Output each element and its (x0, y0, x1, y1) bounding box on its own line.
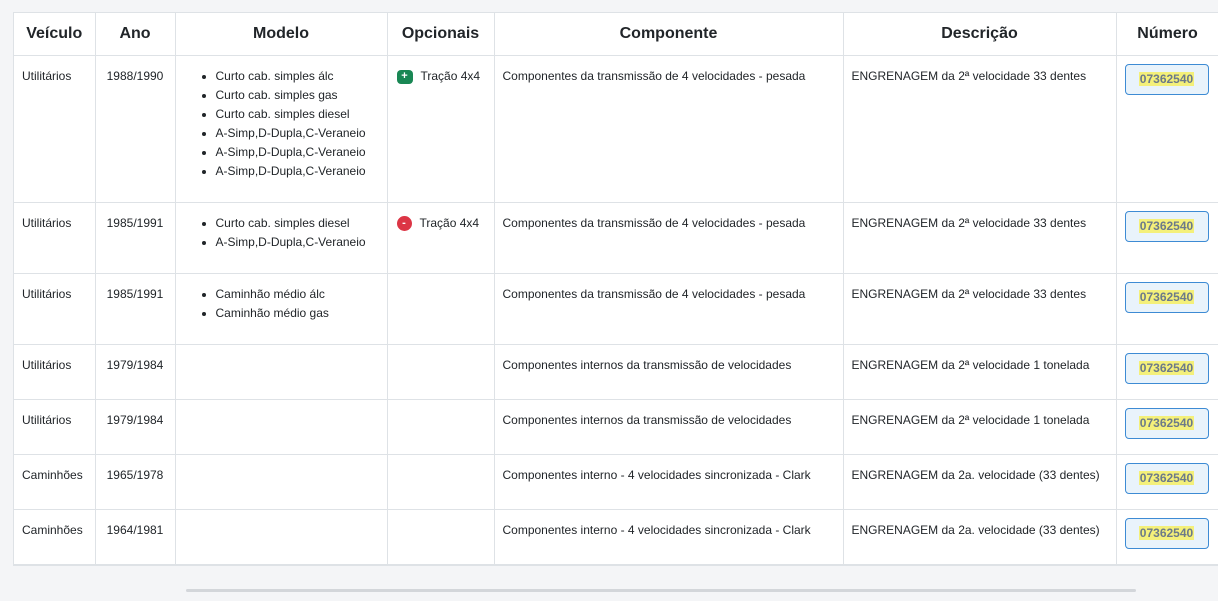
list-item: • Curto cab. simples diesel (216, 105, 379, 124)
cell-ano: 1979/1984 (95, 345, 175, 400)
cell-opcionais (387, 345, 494, 400)
part-number-button[interactable] (1125, 463, 1209, 494)
cell-veiculo: Caminhões (14, 455, 95, 510)
header-veiculo: Veículo (14, 13, 95, 56)
opcional-item (396, 67, 486, 86)
cell-componente: Componentes interno - 4 velocidades sincronizada - Clark (494, 510, 843, 565)
cell-modelo (175, 455, 387, 510)
parts-table (14, 13, 1218, 565)
list-item: • Curto cab. simples gas (216, 86, 379, 105)
opcional-item (396, 214, 486, 233)
cell-opcionais (387, 455, 494, 510)
header-componente: Componente (494, 13, 843, 56)
plus-icon: + (397, 70, 413, 84)
cell-descricao: ENGRENAGEM da 2ª velocidade 33 dentes (843, 56, 1116, 203)
cell-veiculo: Utilitários (14, 203, 95, 274)
parts-table-container (13, 12, 1218, 566)
opcional-label: Tração 4x4 (419, 216, 480, 230)
part-number-button[interactable] (1125, 282, 1209, 313)
cell-veiculo: Utilitários (14, 345, 95, 400)
table-row (14, 345, 1218, 400)
cell-componente: Componentes internos da transmissão de velocidades (494, 400, 843, 455)
list-item: • A-Simp,D-Dupla,C-Veraneio (216, 162, 379, 181)
header-descricao: Descrição (843, 13, 1116, 56)
cell-opcionais (387, 203, 494, 274)
cell-componente: Componentes da transmissão de 4 velocidades - pesada (494, 56, 843, 203)
cell-modelo (175, 345, 387, 400)
part-number-button[interactable] (1125, 518, 1209, 549)
list-item: • A-Simp,D-Dupla,C-Veraneio (216, 143, 379, 162)
cell-modelo (175, 56, 387, 203)
modelo-list (184, 214, 379, 252)
cell-descricao: ENGRENAGEM da 2ª velocidade 33 dentes (843, 274, 1116, 345)
cell-componente: Componentes da transmissão de 4 velocidades - pesada (494, 274, 843, 345)
cell-veiculo: Utilitários (14, 400, 95, 455)
list-item: • Caminhão médio gas (216, 304, 379, 323)
header-ano: Ano (95, 13, 175, 56)
cell-descricao: ENGRENAGEM da 2a. velocidade (33 dentes) (843, 510, 1116, 565)
cell-componente: Componentes interno - 4 velocidades sincronizada - Clark (494, 455, 843, 510)
cell-opcionais (387, 274, 494, 345)
part-number-text: 07362540 (1139, 526, 1194, 540)
cell-modelo (175, 203, 387, 274)
list-item: • Caminhão médio álc (216, 285, 379, 304)
list-item: • Curto cab. simples diesel (216, 214, 379, 233)
minus-icon: - (397, 216, 412, 231)
cell-numero (1116, 56, 1218, 203)
cell-numero (1116, 203, 1218, 274)
list-item: • Curto cab. simples álc (216, 67, 379, 86)
cell-modelo (175, 400, 387, 455)
part-number-text: 07362540 (1139, 72, 1194, 86)
table-row (14, 455, 1218, 510)
cell-descricao: ENGRENAGEM da 2ª velocidade 1 tonelada (843, 400, 1116, 455)
modelo-list (184, 285, 379, 323)
header-numero: Número (1116, 13, 1218, 56)
header-opcionais: Opcionais (387, 13, 494, 56)
cell-veiculo: Utilitários (14, 274, 95, 345)
cell-descricao: ENGRENAGEM da 2ª velocidade 1 tonelada (843, 345, 1116, 400)
table-row (14, 56, 1218, 203)
table-row (14, 510, 1218, 565)
cell-componente: Componentes internos da transmissão de velocidades (494, 345, 843, 400)
cell-veiculo: Caminhões (14, 510, 95, 565)
part-number-button[interactable] (1125, 353, 1209, 384)
opcional-label: Tração 4x4 (420, 69, 481, 83)
table-row (14, 203, 1218, 274)
cell-modelo (175, 510, 387, 565)
part-number-button[interactable] (1125, 64, 1209, 95)
part-number-text: 07362540 (1139, 416, 1194, 430)
part-number-text: 07362540 (1139, 219, 1194, 233)
cell-numero (1116, 400, 1218, 455)
cell-opcionais (387, 56, 494, 203)
cell-numero (1116, 455, 1218, 510)
cell-ano: 1985/1991 (95, 203, 175, 274)
part-number-text: 07362540 (1139, 290, 1194, 304)
cell-ano: 1979/1984 (95, 400, 175, 455)
part-number-text: 07362540 (1139, 361, 1194, 375)
cell-opcionais (387, 400, 494, 455)
cell-opcionais (387, 510, 494, 565)
cell-componente: Componentes da transmissão de 4 velocidades - pesada (494, 203, 843, 274)
cell-ano: 1965/1978 (95, 455, 175, 510)
cell-ano: 1988/1990 (95, 56, 175, 203)
cell-veiculo: Utilitários (14, 56, 95, 203)
cell-ano: 1985/1991 (95, 274, 175, 345)
list-item: • A-Simp,D-Dupla,C-Veraneio (216, 124, 379, 143)
table-header-row (14, 13, 1218, 56)
cell-ano: 1964/1981 (95, 510, 175, 565)
table-row (14, 400, 1218, 455)
cell-descricao: ENGRENAGEM da 2a. velocidade (33 dentes) (843, 455, 1116, 510)
header-modelo: Modelo (175, 13, 387, 56)
part-number-text: 07362540 (1139, 471, 1194, 485)
cell-descricao: ENGRENAGEM da 2ª velocidade 33 dentes (843, 203, 1116, 274)
cell-numero (1116, 345, 1218, 400)
cell-numero (1116, 510, 1218, 565)
table-row (14, 274, 1218, 345)
horizontal-scrollbar[interactable] (186, 589, 1136, 592)
modelo-list (184, 67, 379, 181)
cell-numero (1116, 274, 1218, 345)
list-item: • A-Simp,D-Dupla,C-Veraneio (216, 233, 379, 252)
cell-modelo (175, 274, 387, 345)
part-number-button[interactable] (1125, 211, 1209, 242)
part-number-button[interactable] (1125, 408, 1209, 439)
